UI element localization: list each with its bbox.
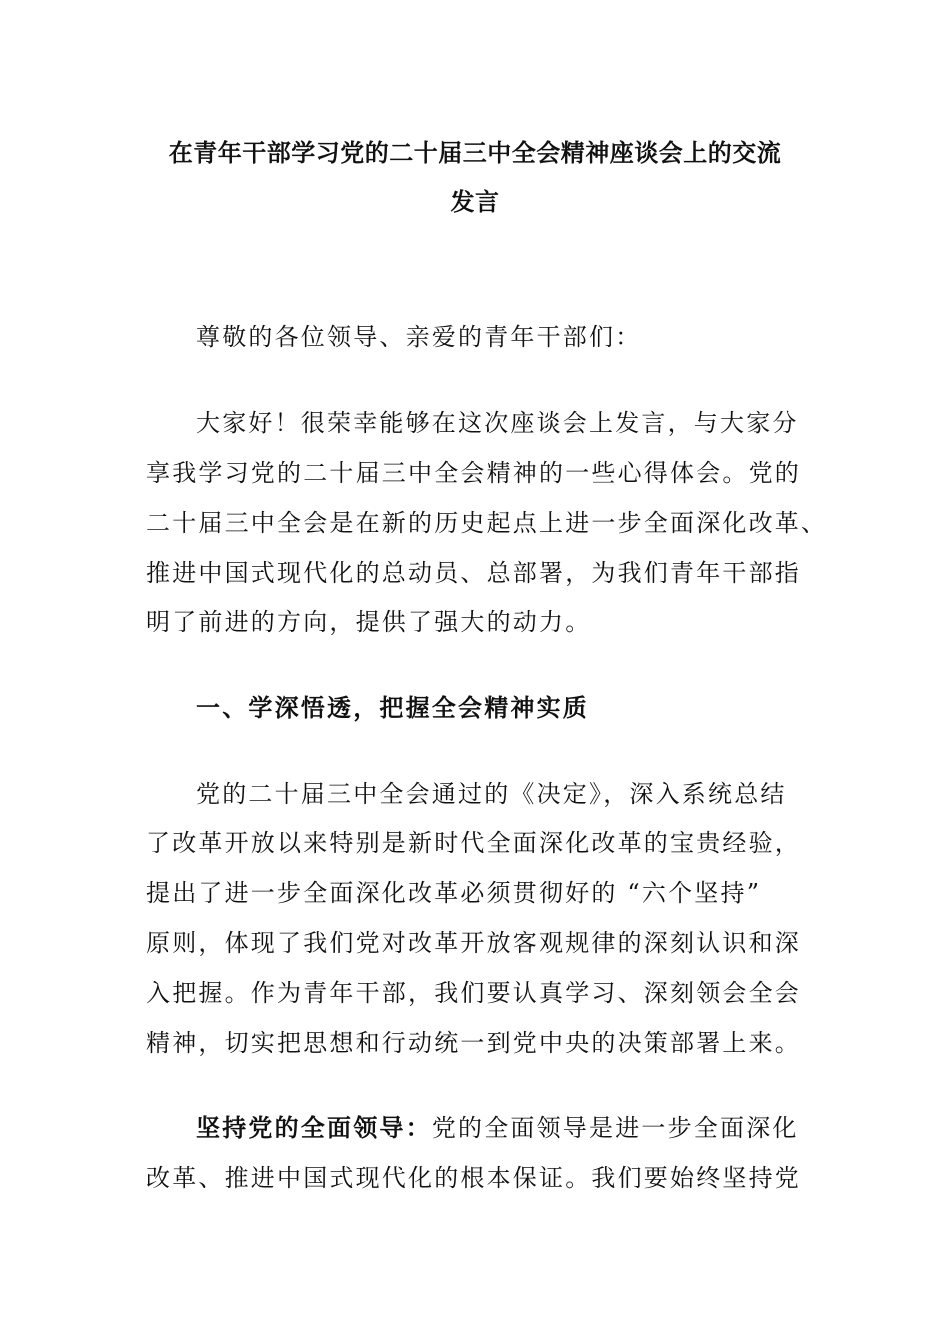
paragraph-2-line-6: 精神，切实把思想和行动统一到党中央的决策部署上来。 xyxy=(146,1029,801,1057)
paragraph-2-line-1: 党的二十届三中全会通过的《决定》，深入系统总结 xyxy=(196,780,787,808)
paragraph-2-line-3: 提出了进一步全面深化改革必须贯彻好的 “六个坚持” xyxy=(146,879,762,907)
paragraph-3-line-1 xyxy=(196,1113,799,1143)
section-heading-1: 一、学深悟透，把握全会精神实质 xyxy=(196,693,589,722)
paragraph-1-line-1: 大家好！很荣幸能够在这次座谈会上发言，与大家分 xyxy=(196,409,799,437)
paragraph-1-line-4: 推进中国式现代化的总动员、总部署，为我们青年干部指 xyxy=(146,559,801,587)
paragraph-3-first-rest: 党的全面领导是进一步全面深化 xyxy=(431,1114,799,1142)
document-title-line-2: 发言 xyxy=(450,187,500,216)
document-title-line-1: 在青年干部学习党的二十届三中全会精神座谈会上的交流 xyxy=(168,138,782,167)
paragraph-2-line-2: 了改革开放以来特别是新时代全面深化改革的宝贵经验， xyxy=(146,829,801,857)
paragraph-3-line-2: 改革、推进中国式现代化的根本保证。我们要始终坚持党 xyxy=(146,1164,801,1192)
paragraph-1-line-2: 享我学习党的二十届三中全会精神的一些心得体会。党的 xyxy=(146,459,801,487)
paragraph-3-lead: 坚持党的全面领导： xyxy=(196,1113,432,1142)
salutation: 尊敬的各位领导、亲爱的青年干部们： xyxy=(196,323,642,351)
paragraph-1-line-5: 明了前进的方向，提供了强大的动力。 xyxy=(146,608,592,636)
paragraph-2-line-5: 入把握。作为青年干部，我们要认真学习、深刻领会全会 xyxy=(146,979,801,1007)
paragraph-1-line-3: 二十届三中全会是在新的历史起点上进一步全面深化改革、 xyxy=(146,509,828,537)
paragraph-2-line-4: 原则，体现了我们党对改革开放客观规律的深刻认识和深 xyxy=(146,929,801,957)
